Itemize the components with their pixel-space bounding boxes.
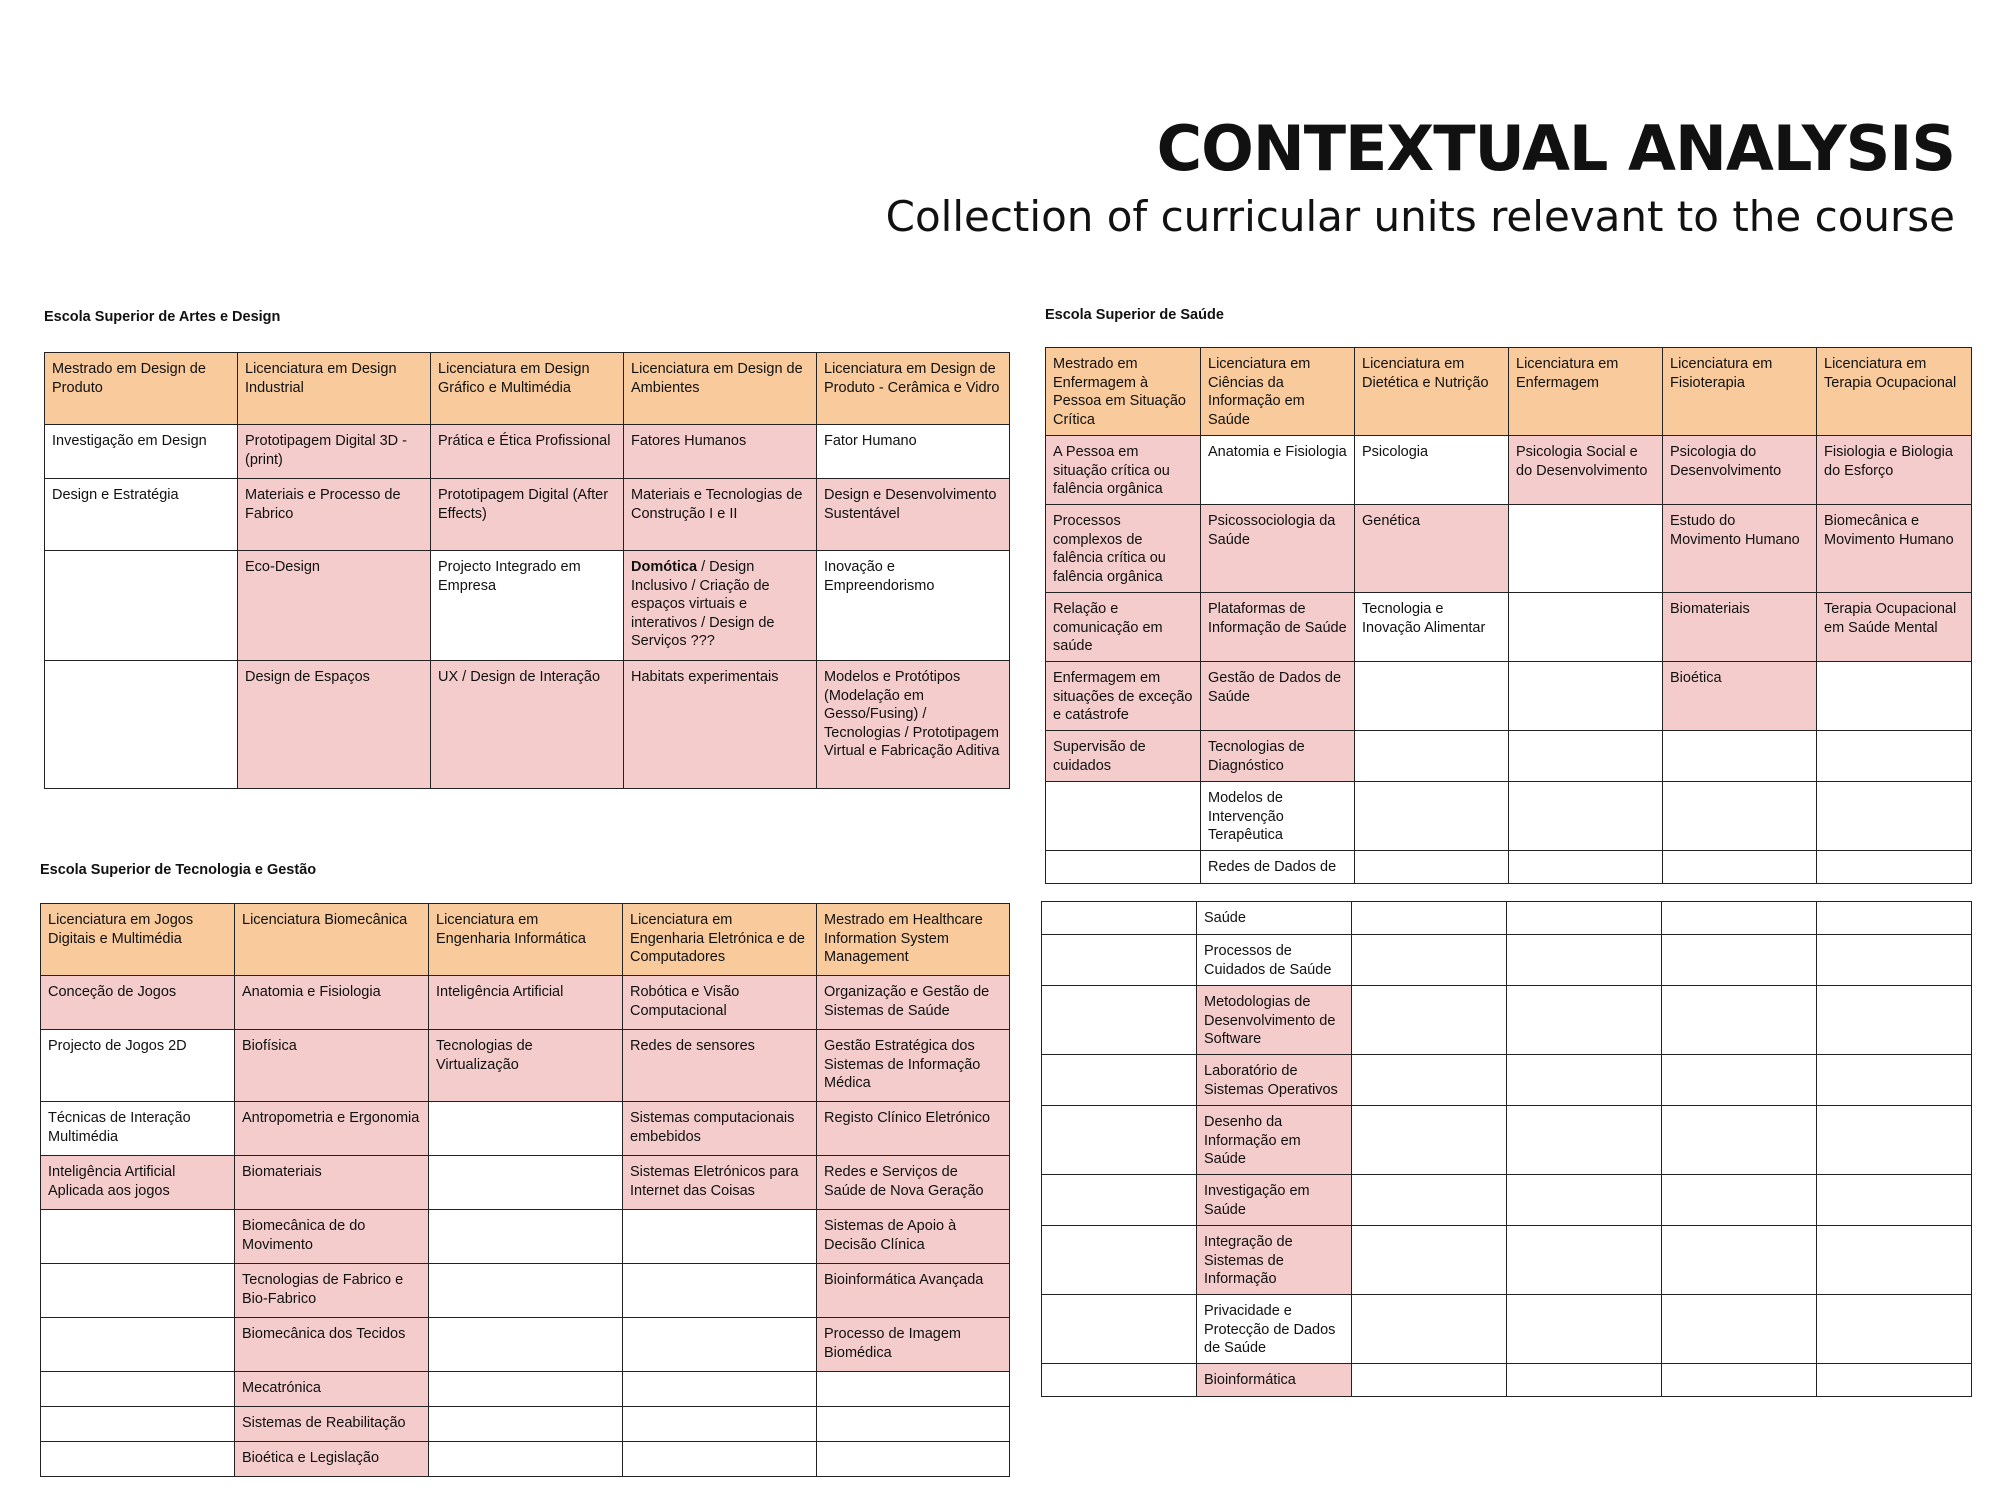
table-cell: Metodologias de Desenvolvimento de Software xyxy=(1197,986,1352,1055)
table-cell: Sistemas de Apoio à Decisão Clínica xyxy=(817,1210,1010,1264)
table-cell xyxy=(429,1407,623,1442)
table-cell xyxy=(429,1372,623,1407)
table-cell: Bioinformática xyxy=(1197,1364,1352,1397)
table-cell: Supervisão de cuidados xyxy=(1046,731,1201,782)
table-cell: Registo Clínico Eletrónico xyxy=(817,1102,1010,1156)
table-cell xyxy=(1355,782,1509,851)
table-cell xyxy=(1509,782,1663,851)
table-cell xyxy=(41,1264,235,1318)
table-cell: Psicologia do Desenvolvimento xyxy=(1663,436,1817,505)
column-header-cell: Licenciatura em Engenharia Eletrónica e de Computadores xyxy=(623,904,817,976)
table-cell xyxy=(1509,505,1663,593)
table-cell xyxy=(1507,1175,1662,1226)
table-cell xyxy=(1662,1106,1817,1175)
table-saude-part1 xyxy=(1045,347,1972,884)
table-header-row xyxy=(45,353,1010,425)
table-cell: Habitats experimentais xyxy=(624,661,817,789)
table-cell xyxy=(624,551,817,661)
table-cell: Bioinformática Avançada xyxy=(817,1264,1010,1318)
table-cell: Integração de Sistemas de Informação xyxy=(1197,1226,1352,1295)
column-header-cell: Licenciatura em Terapia Ocupacional xyxy=(1817,348,1972,436)
table-cell xyxy=(1352,935,1507,986)
table-cell: Fisiologia e Biologia do Esforço xyxy=(1817,436,1972,505)
table-cell xyxy=(41,1372,235,1407)
table-cell xyxy=(1509,851,1663,884)
table-cell xyxy=(41,1442,235,1477)
table-cell xyxy=(1817,731,1972,782)
table-cell xyxy=(1042,1106,1197,1175)
table-cell: Sistemas de Reabilitação xyxy=(235,1407,429,1442)
table-cell xyxy=(623,1407,817,1442)
table-row xyxy=(41,1102,1010,1156)
table-cell: Sistemas Eletrónicos para Internet das Coisas xyxy=(623,1156,817,1210)
table-cell: Processo de Imagem Biomédica xyxy=(817,1318,1010,1372)
table-row xyxy=(41,1372,1010,1407)
table-row xyxy=(1042,1226,1972,1295)
table-cell xyxy=(1509,662,1663,731)
table-header-row xyxy=(1046,348,1972,436)
table-cell: Materiais e Processo de Fabrico xyxy=(238,479,431,551)
table-cell xyxy=(429,1156,623,1210)
table-cell: Enfermagem em situações de exceção e catástrofe xyxy=(1046,662,1201,731)
table-cell: Fatores Humanos xyxy=(624,425,817,479)
table-cell xyxy=(1507,902,1662,935)
section-title-saude: Escola Superior de Saúde xyxy=(1045,307,1224,323)
table-cell xyxy=(1042,902,1197,935)
column-header-cell: Licenciatura em Design de Produto - Cerâmica e Vidro xyxy=(817,353,1010,425)
table-cell xyxy=(45,551,238,661)
table-cell xyxy=(1662,935,1817,986)
bold-text: Domótica xyxy=(631,559,698,575)
table-cell: Gestão de Dados de Saúde xyxy=(1201,662,1355,731)
table-cell xyxy=(1352,1106,1507,1175)
table-cell: Inteligência Artificial Aplicada aos jogos xyxy=(41,1156,235,1210)
table-cell xyxy=(1042,1175,1197,1226)
table-cell xyxy=(817,1442,1010,1477)
table-cell xyxy=(1662,902,1817,935)
table-cell: Bioética e Legislação xyxy=(235,1442,429,1477)
table-cell xyxy=(1046,851,1201,884)
table-row xyxy=(41,1407,1010,1442)
table-cell: Privacidade e Protecção de Dados de Saúde xyxy=(1197,1295,1352,1364)
table-tecnologia-gestao xyxy=(40,903,1010,1477)
table-cell: A Pessoa em situação crítica ou falência orgânica xyxy=(1046,436,1201,505)
table-row xyxy=(41,1442,1010,1477)
table-cell: Tecnologias de Fabrico e Bio-Fabrico xyxy=(235,1264,429,1318)
table-cell xyxy=(429,1264,623,1318)
table-row xyxy=(1042,902,1972,935)
table-cell xyxy=(429,1210,623,1264)
table-cell xyxy=(1355,731,1509,782)
table-cell xyxy=(1042,935,1197,986)
table-cell: Antropometria e Ergonomia xyxy=(235,1102,429,1156)
table-row xyxy=(41,1318,1010,1372)
table-cell: Investigação em Design xyxy=(45,425,238,479)
table-cell xyxy=(1663,851,1817,884)
table-cell xyxy=(1817,902,1972,935)
table-cell: Eco-Design xyxy=(238,551,431,661)
table-cell: Relação e comunicação em saúde xyxy=(1046,593,1201,662)
table-cell xyxy=(1042,986,1197,1055)
table-row xyxy=(1046,731,1972,782)
column-header-cell: Licenciatura Biomecânica xyxy=(235,904,429,976)
table-cell: Design e Estratégia xyxy=(45,479,238,551)
table-saude-part2 xyxy=(1041,901,1972,1397)
table-row xyxy=(1042,1364,1972,1397)
table-cell: Conceção de Jogos xyxy=(41,976,235,1030)
table-cell: Redes de sensores xyxy=(623,1030,817,1102)
table-cell: Redes e Serviços de Saúde de Nova Geração xyxy=(817,1156,1010,1210)
table-cell: Projecto Integrado em Empresa xyxy=(431,551,624,661)
table-cell xyxy=(429,1442,623,1477)
table-cell xyxy=(41,1318,235,1372)
table-cell xyxy=(1507,935,1662,986)
table-cell: Prototipagem Digital (After Effects) xyxy=(431,479,624,551)
section-title-tecnologia-gestao: Escola Superior de Tecnologia e Gestão xyxy=(40,862,317,878)
table-cell xyxy=(429,1318,623,1372)
table-cell: Biofísica xyxy=(235,1030,429,1102)
table-cell: Projecto de Jogos 2D xyxy=(41,1030,235,1102)
column-header-cell: Licenciatura em Dietética e Nutrição xyxy=(1355,348,1509,436)
column-header-cell: Licenciatura em Engenharia Informática xyxy=(429,904,623,976)
table-cell: Psicologia xyxy=(1355,436,1509,505)
table-cell: Tecnologias de Virtualização xyxy=(429,1030,623,1102)
table-cell: Psicologia Social e do Desenvolvimento xyxy=(1509,436,1663,505)
table-cell: Saúde xyxy=(1197,902,1352,935)
column-header-cell: Mestrado em Healthcare Information System Management xyxy=(817,904,1010,976)
table-cell: Gestão Estratégica dos Sistemas de Informação Médica xyxy=(817,1030,1010,1102)
table-cell: Biomecânica de do Movimento xyxy=(235,1210,429,1264)
table-cell xyxy=(1046,782,1201,851)
table-cell xyxy=(1507,1364,1662,1397)
table-cell xyxy=(1662,1055,1817,1106)
table-row xyxy=(1046,593,1972,662)
section-title-artes-design: Escola Superior de Artes e Design xyxy=(44,309,281,325)
table-cell xyxy=(1817,1175,1972,1226)
table-cell: Biomateriais xyxy=(235,1156,429,1210)
table-row xyxy=(45,479,1010,551)
table-header-row xyxy=(41,904,1010,976)
table-cell: Design de Espaços xyxy=(238,661,431,789)
table-cell xyxy=(1662,1364,1817,1397)
table-cell xyxy=(1817,1364,1972,1397)
table-cell xyxy=(429,1102,623,1156)
table-cell xyxy=(1042,1295,1197,1364)
table-cell: Sistemas computacionais embebidos xyxy=(623,1102,817,1156)
table-cell xyxy=(1507,1295,1662,1364)
table-cell xyxy=(1352,1295,1507,1364)
table-cell: Fator Humano xyxy=(817,425,1010,479)
table-row xyxy=(45,661,1010,789)
table-cell: Inteligência Artificial xyxy=(429,976,623,1030)
table-cell xyxy=(1662,1175,1817,1226)
column-header-cell: Licenciatura em Enfermagem xyxy=(1509,348,1663,436)
column-header-cell: Mestrado em Enfermagem à Pessoa em Situação Crítica xyxy=(1046,348,1201,436)
table-cell xyxy=(1663,731,1817,782)
table-cell: Bioética xyxy=(1663,662,1817,731)
table-cell: UX / Design de Interação xyxy=(431,661,624,789)
table-cell xyxy=(1507,986,1662,1055)
table-cell: Desenho da Informação em Saúde xyxy=(1197,1106,1352,1175)
table-cell xyxy=(1507,1055,1662,1106)
column-header-cell: Licenciatura em Design de Ambientes xyxy=(624,353,817,425)
table-cell: Robótica e Visão Computacional xyxy=(623,976,817,1030)
table-cell xyxy=(1507,1226,1662,1295)
table-cell xyxy=(1355,662,1509,731)
table-cell xyxy=(1352,1055,1507,1106)
table-cell: Processos de Cuidados de Saúde xyxy=(1197,935,1352,986)
table-cell xyxy=(623,1318,817,1372)
table-cell xyxy=(1817,662,1972,731)
table-row xyxy=(1042,1295,1972,1364)
table-row xyxy=(1042,1106,1972,1175)
table-cell xyxy=(1662,986,1817,1055)
table-cell: Organização e Gestão de Sistemas de Saúde xyxy=(817,976,1010,1030)
table-cell xyxy=(623,1442,817,1477)
table-cell xyxy=(623,1264,817,1318)
table-cell xyxy=(41,1210,235,1264)
table-row xyxy=(41,1210,1010,1264)
table-cell xyxy=(1817,1295,1972,1364)
table-cell xyxy=(1352,1226,1507,1295)
table-row xyxy=(1042,986,1972,1055)
table-cell: Tecnologias de Diagnóstico xyxy=(1201,731,1355,782)
table-cell xyxy=(1355,851,1509,884)
table-cell: Mecatrónica xyxy=(235,1372,429,1407)
table-cell: Biomateriais xyxy=(1663,593,1817,662)
page-title: CONTEXTUAL ANALYSIS xyxy=(1156,112,1955,185)
table-row xyxy=(45,551,1010,661)
table-cell xyxy=(1817,986,1972,1055)
table-cell xyxy=(1352,1175,1507,1226)
table-cell: Modelos de Intervenção Terapêutica xyxy=(1201,782,1355,851)
table-row xyxy=(1046,851,1972,884)
table-row xyxy=(1042,1055,1972,1106)
table-cell xyxy=(41,1407,235,1442)
table-cell xyxy=(1817,1106,1972,1175)
table-row xyxy=(41,976,1010,1030)
table-row xyxy=(41,1264,1010,1318)
table-cell xyxy=(1662,1226,1817,1295)
table-cell: Técnicas de Interação Multimédia xyxy=(41,1102,235,1156)
table-row xyxy=(41,1030,1010,1102)
column-header-cell: Licenciatura em Jogos Digitais e Multimédia xyxy=(41,904,235,976)
table-artes-design xyxy=(44,352,1010,789)
table-row xyxy=(41,1156,1010,1210)
table-cell xyxy=(1042,1364,1197,1397)
table-cell: Biomecânica e Movimento Humano xyxy=(1817,505,1972,593)
table-cell: Psicossociologia da Saúde xyxy=(1201,505,1355,593)
table-cell xyxy=(1352,1364,1507,1397)
table-cell: Laboratório de Sistemas Operativos xyxy=(1197,1055,1352,1106)
table-cell xyxy=(1817,1055,1972,1106)
column-header-cell: Licenciatura em Design Gráfico e Multimédia xyxy=(431,353,624,425)
table-row xyxy=(1042,1175,1972,1226)
table-cell: Redes de Dados de xyxy=(1201,851,1355,884)
table-cell: Processos complexos de falência crítica ou falência orgânica xyxy=(1046,505,1201,593)
table-cell xyxy=(1817,851,1972,884)
table-cell: Tecnologia e Inovação Alimentar xyxy=(1355,593,1509,662)
table-row xyxy=(45,425,1010,479)
table-cell: Prática e Ética Profissional xyxy=(431,425,624,479)
table-cell xyxy=(1352,902,1507,935)
table-cell xyxy=(1817,935,1972,986)
column-header-cell: Licenciatura em Ciências da Informação em Saúde xyxy=(1201,348,1355,436)
table-row xyxy=(1042,935,1972,986)
cell-text: / Design Inclusivo / Criação de espaços virtuais e interativos / Design de Serviços ??? xyxy=(631,559,775,649)
table-cell xyxy=(817,1372,1010,1407)
table-cell: Inovação e Empreendorismo xyxy=(817,551,1010,661)
table-row xyxy=(1046,505,1972,593)
table-cell xyxy=(1662,1295,1817,1364)
table-row xyxy=(1046,436,1972,505)
table-cell: Estudo do Movimento Humano xyxy=(1663,505,1817,593)
table-cell xyxy=(45,661,238,789)
table-cell xyxy=(1817,782,1972,851)
column-header-cell: Licenciatura em Fisioterapia xyxy=(1663,348,1817,436)
table-cell xyxy=(623,1210,817,1264)
table-cell: Plataformas de Informação de Saúde xyxy=(1201,593,1355,662)
table-cell xyxy=(817,1407,1010,1442)
table-cell: Investigação em Saúde xyxy=(1197,1175,1352,1226)
table-cell xyxy=(1663,782,1817,851)
table-cell xyxy=(623,1372,817,1407)
table-cell: Design e Desenvolvimento Sustentável xyxy=(817,479,1010,551)
table-cell xyxy=(1817,1226,1972,1295)
table-cell: Modelos e Protótipos (Modelação em Gesso/Fusing) / Tecnologias / Prototipagem Virtual e Fabricação Aditiva xyxy=(817,661,1010,789)
table-cell: Anatomia e Fisiologia xyxy=(1201,436,1355,505)
column-header-cell: Mestrado em Design de Produto xyxy=(45,353,238,425)
table-cell: Biomecânica dos Tecidos xyxy=(235,1318,429,1372)
table-cell xyxy=(1042,1055,1197,1106)
table-row xyxy=(1046,782,1972,851)
table-cell xyxy=(1507,1106,1662,1175)
column-header-cell: Licenciatura em Design Industrial xyxy=(238,353,431,425)
table-cell: Materiais e Tecnologias de Construção I e II xyxy=(624,479,817,551)
table-cell: Genética xyxy=(1355,505,1509,593)
page-subtitle: Collection of curricular units relevant to the course xyxy=(885,192,1955,241)
table-cell xyxy=(1509,731,1663,782)
table-cell xyxy=(1042,1226,1197,1295)
table-cell xyxy=(1352,986,1507,1055)
table-row xyxy=(1046,662,1972,731)
table-cell: Prototipagem Digital 3D - (print) xyxy=(238,425,431,479)
table-cell xyxy=(1509,593,1663,662)
table-cell: Anatomia e Fisiologia xyxy=(235,976,429,1030)
table-cell: Terapia Ocupacional em Saúde Mental xyxy=(1817,593,1972,662)
